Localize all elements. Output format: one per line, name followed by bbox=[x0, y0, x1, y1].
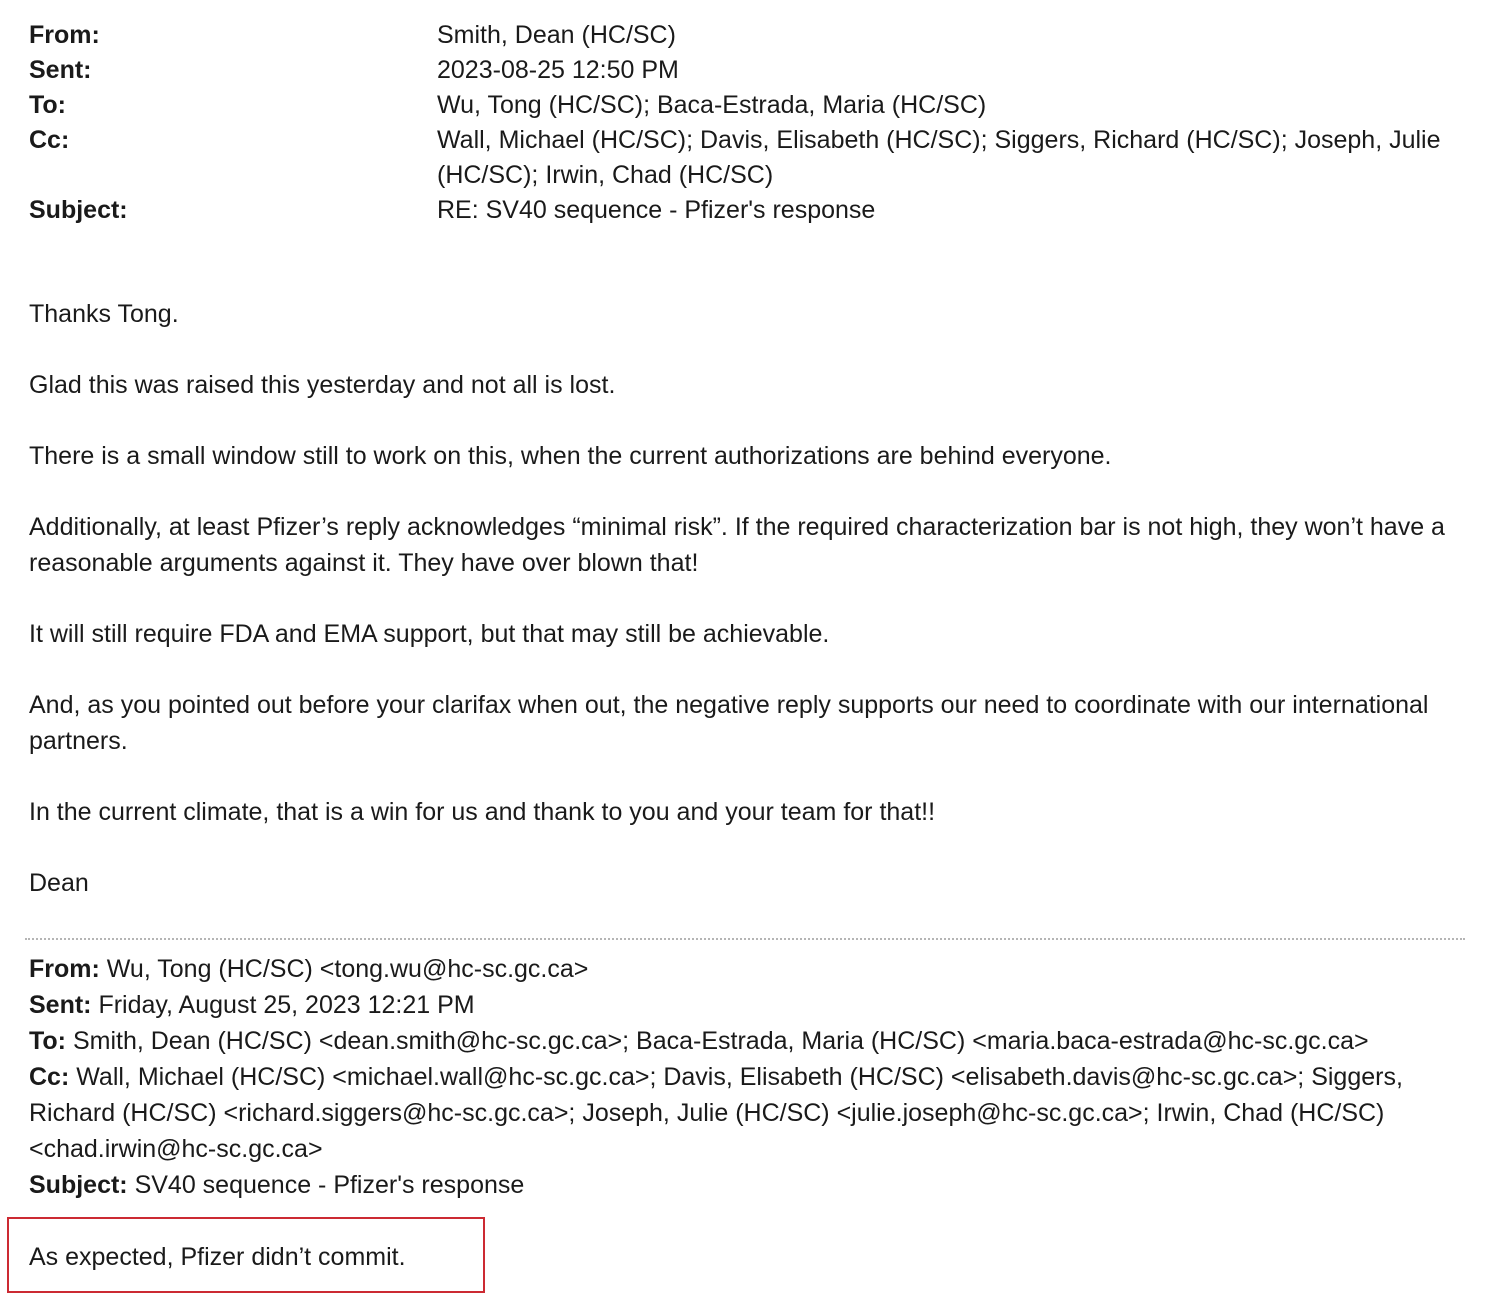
subject-label: Subject: bbox=[29, 196, 128, 224]
header-cc-row bbox=[29, 123, 1469, 193]
sent-value: 2023-08-25 12:50 PM bbox=[437, 56, 679, 84]
body-paragraph: Additionally, at least Pfizer’s reply acknowledges “minimal risk”. If the required characterization bar is not high, they won’t have a reasonable arguments against it. They have over blown that! bbox=[29, 513, 1445, 577]
quoted-from-label: From: bbox=[29, 955, 100, 983]
body-paragraph: There is a small window still to work on this, when the current authorizations are behind everyone. bbox=[29, 442, 1112, 470]
quoted-header bbox=[29, 951, 1459, 1203]
quoted-sent-value: Friday, August 25, 2023 12:21 PM bbox=[91, 991, 475, 1019]
quoted-subject-value: SV40 sequence - Pfizer's response bbox=[127, 1171, 525, 1199]
quoted-cc-label: Cc: bbox=[29, 1063, 70, 1091]
quoted-cc-row bbox=[29, 1059, 1459, 1167]
from-value: Smith, Dean (HC/SC) bbox=[437, 21, 676, 49]
email-header bbox=[29, 18, 1469, 228]
body-paragraph: Glad this was raised this yesterday and not all is lost. bbox=[29, 371, 616, 399]
body-paragraph: Thanks Tong. bbox=[29, 300, 179, 328]
signature: Dean bbox=[29, 869, 89, 897]
sent-label: Sent: bbox=[29, 56, 92, 84]
subject-value: RE: SV40 sequence - Pfizer's response bbox=[437, 196, 876, 224]
quoted-from-row bbox=[29, 951, 1459, 987]
to-value: Wu, Tong (HC/SC); Baca-Estrada, Maria (HC/SC) bbox=[437, 91, 987, 119]
highlight-box bbox=[7, 1217, 485, 1293]
quoted-to-row bbox=[29, 1023, 1459, 1059]
from-label: From: bbox=[29, 21, 100, 49]
quoted-subject-label: Subject: bbox=[29, 1171, 128, 1199]
highlighted-text: As expected, Pfizer didn’t commit. bbox=[29, 1243, 406, 1271]
quoted-subject-row bbox=[29, 1167, 1459, 1203]
cc-label: Cc: bbox=[29, 126, 70, 154]
email-body bbox=[29, 296, 1449, 936]
quoted-from-value: Wu, Tong (HC/SC) <tong.wu@hc-sc.gc.ca> bbox=[99, 955, 589, 983]
body-paragraph: And, as you pointed out before your clarifax when out, the negative reply supports our need to coordinate with our international partners. bbox=[29, 691, 1429, 755]
quoted-to-label: To: bbox=[29, 1027, 67, 1055]
quoted-separator bbox=[25, 938, 1465, 940]
quoted-to-value: Smith, Dean (HC/SC) <dean.smith@hc-sc.gc.ca>; Baca-Estrada, Maria (HC/SC) <maria.baca-estrada@hc-sc.gc.ca> bbox=[66, 1027, 1369, 1055]
to-label: To: bbox=[29, 91, 67, 119]
header-from-row bbox=[29, 18, 1469, 53]
header-subject-row bbox=[29, 193, 1469, 228]
header-to-row bbox=[29, 88, 1469, 123]
quoted-sent-row bbox=[29, 987, 1459, 1023]
body-paragraph: In the current climate, that is a win for us and thank to you and your team for that!! bbox=[29, 798, 936, 826]
header-sent-row bbox=[29, 53, 1469, 88]
quoted-cc-value: Wall, Michael (HC/SC) <michael.wall@hc-sc.gc.ca>; Davis, Elisabeth (HC/SC) <elisabeth.davis@hc-sc.gc.ca>; Siggers, Richard (HC/SC) <richard.siggers@hc-sc.gc.ca>; Joseph, Julie (HC/SC) <julie.joseph@hc-sc.gc.ca>; Irwin, Chad (HC/SC) <chad.irwin@hc-sc.gc.ca> bbox=[29, 1063, 1403, 1163]
cc-value: Wall, Michael (HC/SC); Davis, Elisabeth (HC/SC); Siggers, Richard (HC/SC); Joseph, Julie (HC/SC); Irwin, Chad (HC/SC) bbox=[437, 126, 1441, 189]
body-paragraph: It will still require FDA and EMA support, but that may still be achievable. bbox=[29, 620, 830, 648]
quoted-sent-label: Sent: bbox=[29, 991, 92, 1019]
